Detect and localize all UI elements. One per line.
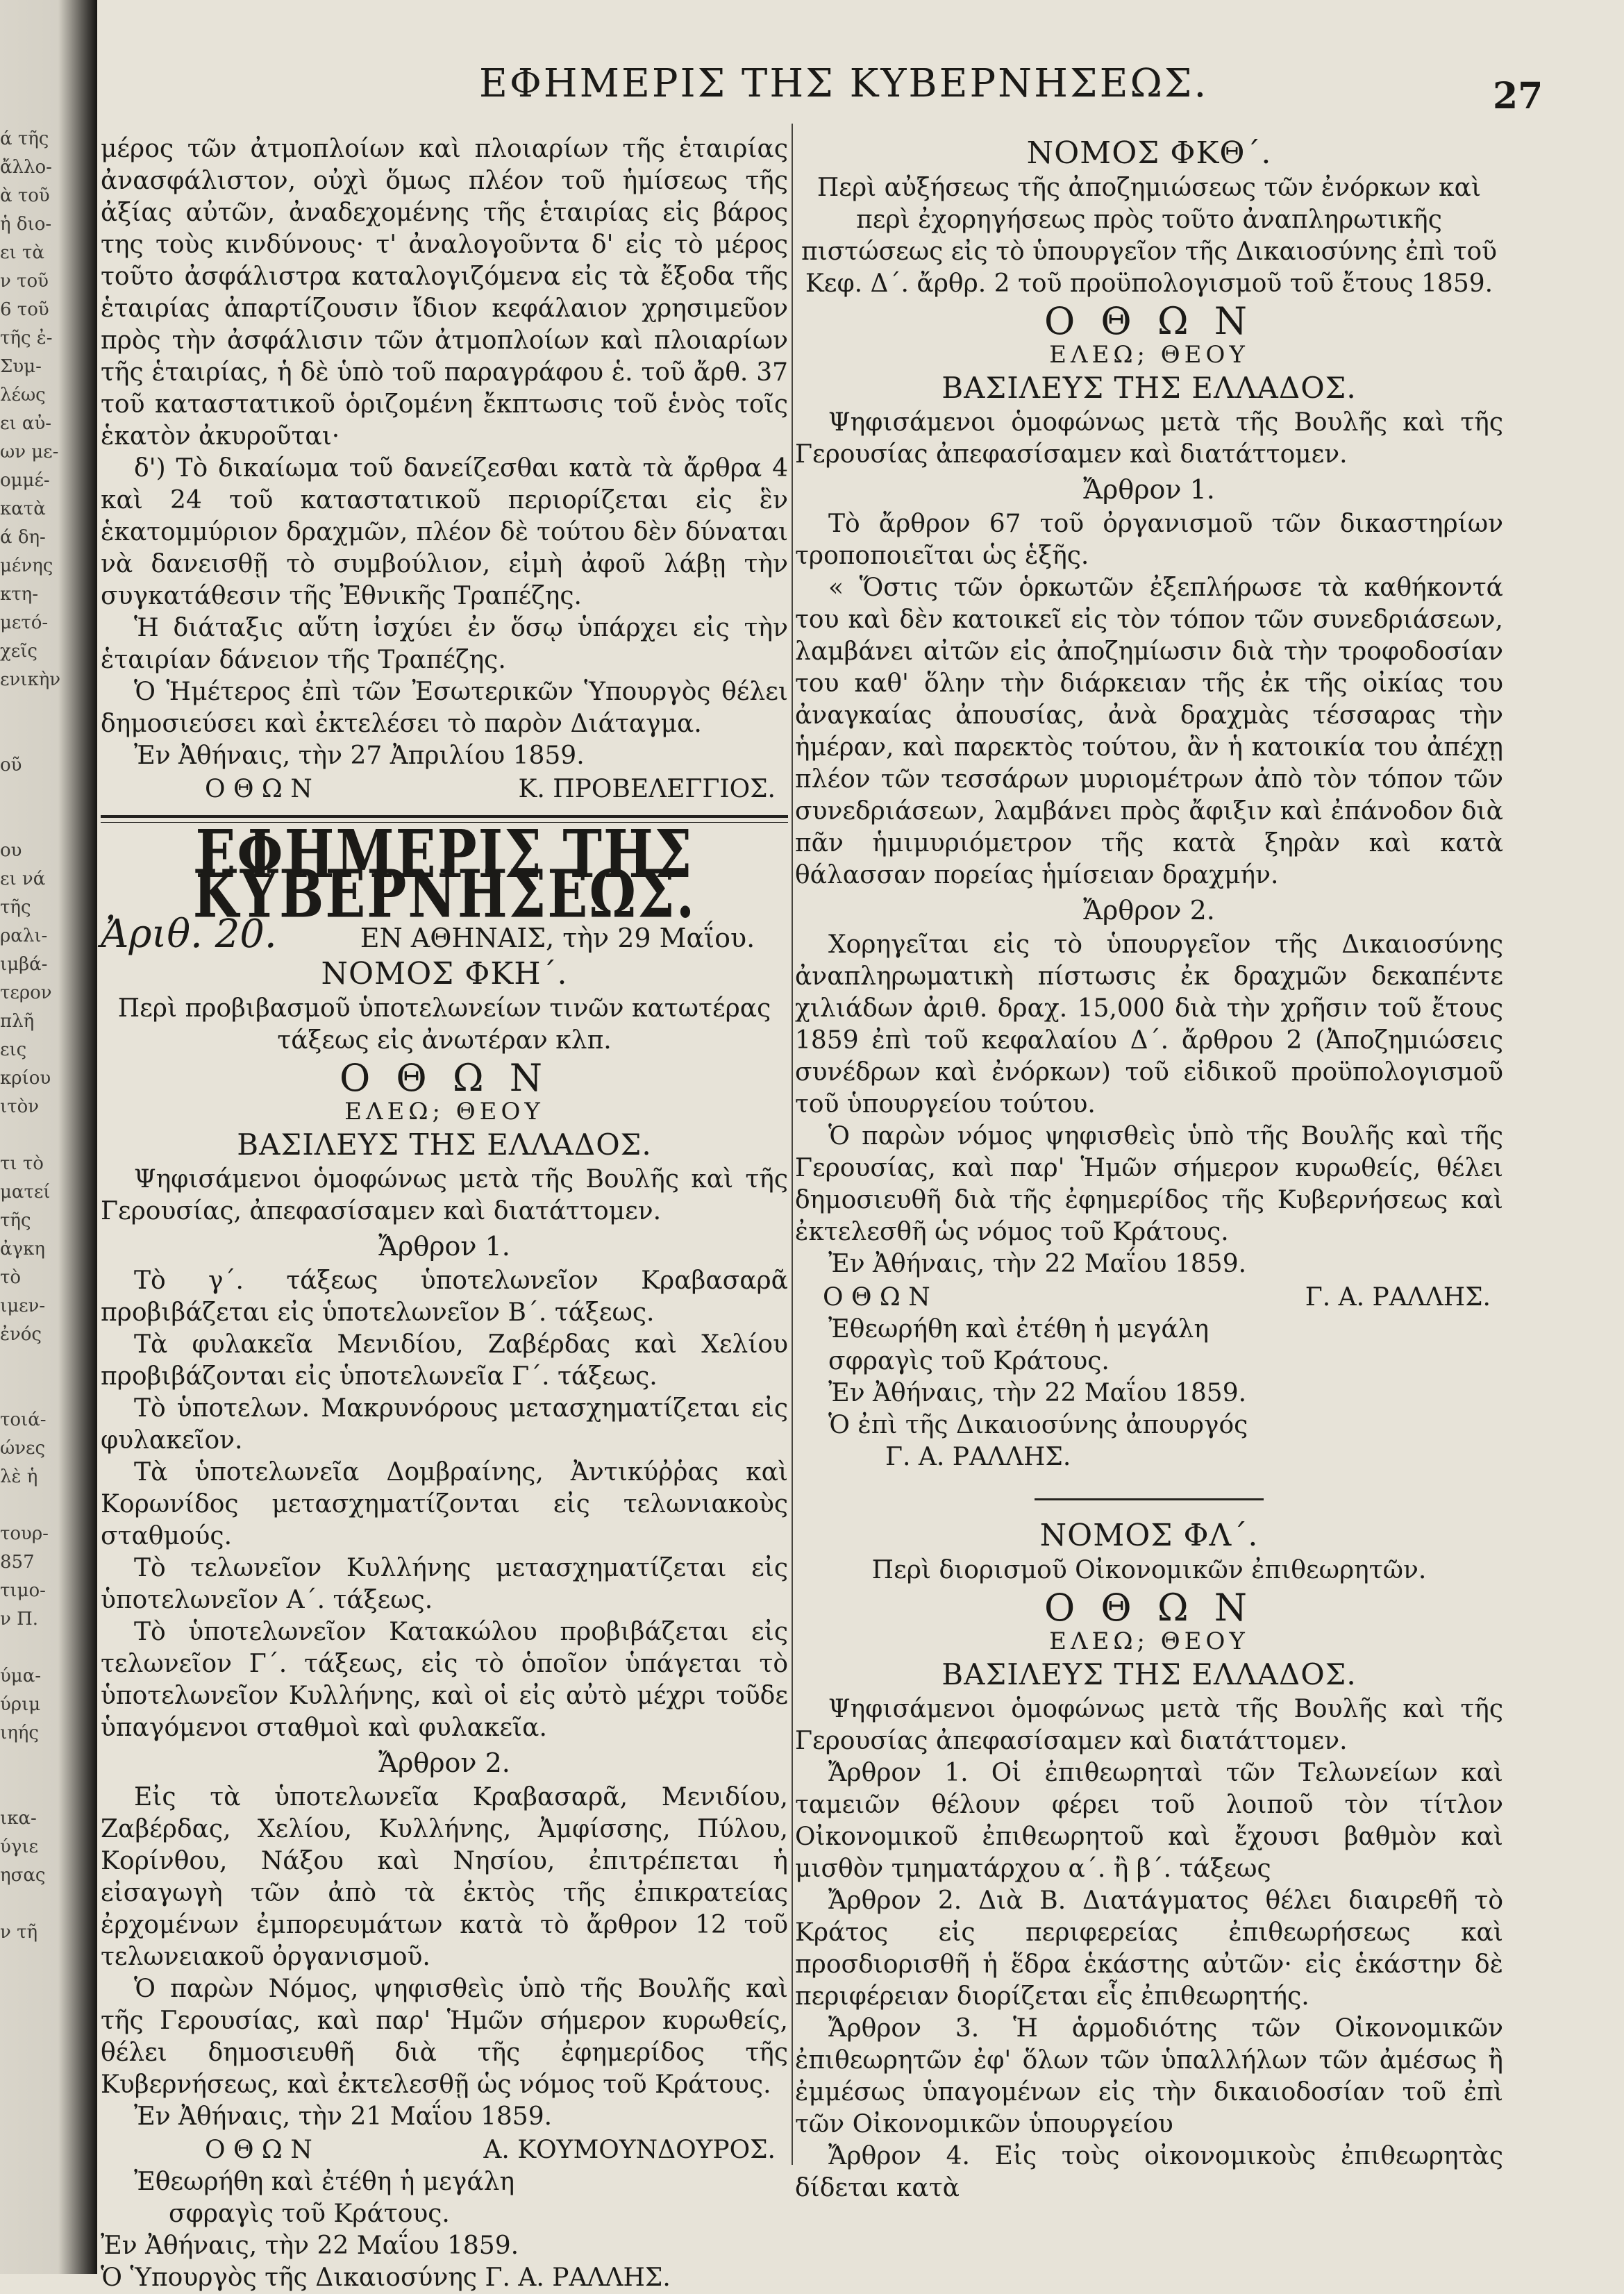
edge-fragment: Συμ- xyxy=(0,356,42,377)
edge-fragment: ώνες xyxy=(0,1438,46,1459)
edge-fragment: ενικὴν xyxy=(0,669,61,690)
page-number: 27 xyxy=(1493,75,1543,117)
edge-fragment xyxy=(0,1634,64,1662)
paragraph: Ὁ παρὼν Νόμος, ψηφισθεὶς ὑπὸ τῆς Βουλῆς καὶ τῆς Γερουσίας, καὶ παρ' Ἡμῶν σήμερον κυρωθείς, θέλει δημοσιευθῆ διὰ τῆς ἐφημερίδος τῆς Κυβερνήσεως, καὶ ἐκτελεσθῇ ὡς νόμος τοῦ Κράτους. xyxy=(101,1975,788,2099)
edge-fragment: τουρ- xyxy=(0,1523,49,1544)
paragraph: Ἄρθρον 2. Διὰ Β. Διατάγματος θέλει διαιρεθῆ τὸ Κράτος εἰς περιφερείας ἐπιθεωρήσεως καὶ προσδιορισθῆ ἡ ἕδρα ἑκάστης αὐτῶν· εἰς ἑκάστην δὲ περιφέρειαν διορίζεται εἷς ἐπιθεωρητής. xyxy=(795,1886,1503,2011)
paragraph: Ἄρθρον 3. Ἡ ἁρμοδιότης τῶν Οἰκονομικῶν ἐπιθεωρητῶν ἐφ' ὅλων τῶν ὑπαλλήλων τῶν ἀμέσως ἢ ἐμμέσως ὑπαγομένων εἰς τὴν δικαιοδοσίαν τοῦ ἐπὶ τῶν Οἰκονομικῶν ὑπουργείου xyxy=(795,2014,1503,2138)
edge-fragment xyxy=(0,1776,64,1805)
edge-fragment: ά δη- xyxy=(0,527,46,548)
article-heading: Ἄρθρον 2. xyxy=(1083,895,1215,926)
seal-minister-role: Ὁ ἐπὶ τῆς Δικαιοσύνης ἀπουργός xyxy=(828,1411,1248,1439)
edge-fragment: ησας xyxy=(0,1865,46,1886)
edge-fragment: ει τὰ xyxy=(0,242,44,263)
edge-fragment: τι τὸ xyxy=(0,1153,44,1174)
edge-fragment: ματεί xyxy=(0,1182,51,1203)
paragraph: Ὁ παρὼν νόμος ψηφισθεὶς ὑπὸ τῆς Βουλῆς καὶ τῆς Γερουσίας, καὶ παρ' Ἡμῶν σήμερον κυρωθείς, θέλει δημοσιευθῆ διὰ τῆς ἐφημερίδος τῆς Κυβερνήσεως καὶ ἐκτελεσθῆ ὡς νόμος τοῦ Κράτους. xyxy=(795,1122,1503,1246)
seal-minister-name: Γ. Α. ΡΑΛΛΗΣ. xyxy=(885,1443,1071,1471)
preamble: Ψηφισάμενοι ὁμοφώνως μετὰ τῆς Βουλῆς καὶ τῆς Γερουσίας, ἀπεφασίσαμεν καὶ διατάττομεν. xyxy=(101,1165,788,1225)
paragraph: Τὸ γ΄. τάξεως ὑποτελωνεῖον Κραβασαρᾶ προβιβάζεται εἰς ὑποτελωνεῖον Β΄. τάξεως. xyxy=(101,1266,788,1327)
edge-fragment: ύγιε xyxy=(0,1836,39,1857)
king-title: ΒΑΣΙΛΕΥΣ ΤΗΣ ΕΛΛΑΔΟΣ. xyxy=(237,1128,652,1162)
paragraph: Ὁ Ἡμέτερος ἐπὶ τῶν Ἐσωτερικῶν Ὑπουργὸς θέλει δημοσιεύσει καὶ ἐκτελέσει τὸ παρὸν Διάταγμα. xyxy=(101,678,788,738)
signature-line xyxy=(101,2134,788,2166)
minister-signature: Κ. ΠΡΟΒΕΛΕΓΓΙΟΣ. xyxy=(518,775,776,803)
edge-fragment xyxy=(0,808,64,837)
edge-fragment: ει νά xyxy=(0,869,46,889)
minister-signature: Γ. Α. ΡΑΛΛΗΣ. xyxy=(1305,1283,1491,1312)
edge-fragment: ομμέ- xyxy=(0,470,50,491)
section-rule xyxy=(1035,1498,1264,1500)
edge-fragment xyxy=(0,723,64,751)
edge-fragment: τοιά- xyxy=(0,1409,47,1430)
paragraph: Τὸ τελωνεῖον Κυλλήνης μετασχηματίζεται εἰς ὑποτελωνεῖον Α΄. τάξεως. xyxy=(101,1554,788,1614)
paragraph: Τὸ ἄρθρον 67 τοῦ ὀργανισμοῦ τῶν δικαστηρίων τροποποιεῖται ὡς ἑξῆς. xyxy=(795,510,1503,570)
king-name: Ο Θ Ω Ν xyxy=(1044,1586,1255,1630)
edge-fragment xyxy=(0,1890,64,1918)
edge-fragment xyxy=(0,1378,64,1406)
paragraph: Ἄρθρον 1. Οἱ ἐπιθεωρηταὶ τῶν Τελωνείων καὶ ταμειῶν θέλουν φέρει τοῦ λοιποῦ τὸν τίτλον Οἰκονομικοῦ ἐπιθεωρητοῦ καὶ ἔχουσι βαθμὸν καὶ μισθὸν τμηματάρχου α΄. ἢ β΄. τάξεως xyxy=(795,1759,1503,1883)
signature-line xyxy=(795,1282,1503,1314)
edge-fragment: τῆς xyxy=(0,897,31,918)
seal-date: Ἐν Ἀθήναις, τὴν 22 Μαΐου 1859. xyxy=(828,1379,1247,1407)
king-signature: Ο Θ Ω Ν xyxy=(823,1283,930,1312)
edge-fragment: ραλι- xyxy=(0,926,48,946)
masthead: ΕΦΗΜΕΡΙΣ ΤΗΣ ΚΥΒΕΡΝΗΣΕΩΣ. xyxy=(192,815,696,932)
preamble: Ψηφισάμενοι ὁμοφώνως μετὰ τῆς Βουλῆς καὶ τῆς Γερουσίας ἀπεφασίσαμεν καὶ διατάττομεν. xyxy=(795,408,1503,469)
edge-fragment: τιμο- xyxy=(0,1580,46,1601)
king-title: ΒΑΣΙΛΕΥΣ ΤΗΣ ΕΛΛΑΔΟΣ. xyxy=(941,371,1357,405)
edge-fragment: μένης xyxy=(0,555,53,576)
edge-fragment xyxy=(0,780,64,808)
decree-date: Ἐν Ἀθήναις, τὴν 27 Ἀπριλίου 1859. xyxy=(134,742,585,770)
edge-fragment: κρίου xyxy=(0,1068,51,1089)
article-heading: Ἄρθρον 2. xyxy=(378,1748,510,1778)
edge-fragment: χεῖς xyxy=(0,641,37,662)
issue-number: Ἀριθ. 20. xyxy=(101,912,277,957)
edge-fragment: ων με- xyxy=(0,442,59,462)
law-subject: Περὶ αὐξήσεως τῆς ἀποζημιώσεως τῶν ἐνόρκων καὶ περὶ ἐχορηγήσεως πρὸς τοῦτο ἀναπληρωτικῆς πιστώσεως εἰς τὸ ὑπουργεῖον τῆς Δικαιοσύνης ἐπὶ τοῦ Κεφ. Δ΄. ἄρθρ. 2 τοῦ προϋπολογισμοῦ τοῦ ἔτους 1859. xyxy=(801,174,1498,298)
king-title: ΒΑΣΙΛΕΥΣ ΤΗΣ ΕΛΛΑΔΟΣ. xyxy=(941,1657,1357,1691)
by-grace-of-god: ΕΛΕΩ; ΘΕΟΥ xyxy=(1049,341,1249,369)
edge-fragment: πλῆ xyxy=(0,1011,35,1032)
edge-fragment: ιηής xyxy=(0,1723,39,1743)
seal-note: Ἐθεωρήθη καὶ ἐτέθη ἡ μεγάλη xyxy=(828,1315,1209,1343)
edge-fragment: ικα- xyxy=(0,1808,37,1829)
minister-signature: Α. ΚΟΥΜΟΥΝΔΟΥΡΟΣ. xyxy=(483,2136,776,2164)
running-head: ΕΦΗΜΕΡΙΣ ΤΗΣ ΚΥΒΕΡΝΗΣΕΩΣ. xyxy=(479,61,1209,106)
signature-line xyxy=(101,773,788,805)
edge-fragment: ει αὐ- xyxy=(0,413,52,434)
paragraph: « Ὅστις τῶν ὁρκωτῶν ἐξεπλήρωσε τὰ καθήκοντά του καὶ δὲν κατοικεῖ εἰς τὸν τόπον τῶν συνεδριάσεων, λαμβάνει αἰτῶν εἰς ἀποζημίωσιν διὰ τὴν τροφοδοσίαν του καθ' ὅλην τὴν διάρκειαν τῆς ἐκ τῆς οἰκίας του ἀναγκαίας ἀπουσίας, ἀνὰ δραχμὰς τέσσαρας τὴν ἡμέραν, καὶ παρεκτὸς τούτου, ἂν ἡ κατοικία του ἀπέχῃ πλέον τῶν τεσσάρων μυριομέτρων ἀπὸ τὸν τόπον τῶν συνεδριάσεων, λαμβάνει πρὸς ἄφιξιν καὶ ἐπάνοδον διὰ πᾶν ἡμιμυριόμετρον τῆς κατὰ ξηρὰν καὶ κατὰ θάλασσαν πορείας ἡμίσειαν δραχμήν. xyxy=(795,574,1503,889)
seal-note: σφραγὶς τοῦ Κράτους. xyxy=(169,2200,450,2228)
edge-fragment: ν τοῦ xyxy=(0,271,49,292)
edge-fragment: κατὰ xyxy=(0,499,46,519)
edge-fragment: ἄλλο- xyxy=(0,157,52,178)
edge-fragment: ν Π. xyxy=(0,1609,39,1630)
paragraph: Χορηγεῖται εἰς τὸ ὑπουργεῖον τῆς Δικαιοσύνης ἀναπληρωματικὴ πίστωσις ἐκ δραχμῶν δεκαπέντε χιλιάδων ἀριθ. δραχ. 15,000 διὰ τὴν χρῆσιν τοῦ ἔτους 1859 ἐπὶ τοῦ κεφαλαίου Δ΄. ἄρθρου 2 (Ἀποζημιώσεις συνέδρων καὶ ἐνόρκων) τοῦ εἰδικοῦ προϋπολογισμοῦ τοῦ ὑπουργείου τούτου. xyxy=(795,930,1503,1119)
preamble: Ψηφισάμενοι ὁμοφώνως μετὰ τῆς Βουλῆς καὶ τῆς Γερουσίας ἀπεφασίσαμεν καὶ διατάττομεν. xyxy=(795,1695,1503,1755)
edge-fragment xyxy=(0,1349,64,1378)
edge-fragment: ιμεν- xyxy=(0,1296,46,1316)
seal-minister: Ὁ Ὑπουργὸς τῆς Δικαιοσύνης Γ. Α. ΡΑΛΛΗΣ. xyxy=(101,2263,671,2292)
edge-fragment: ἡ διο- xyxy=(0,214,52,235)
king-signature: Ο Θ Ω Ν xyxy=(205,2136,312,2164)
edge-fragment: τερον xyxy=(0,982,52,1003)
right-column xyxy=(795,133,1503,2204)
law-title: ΝΟΜΟΣ ΦΚΗ΄. xyxy=(321,956,568,991)
paragraph: Τὰ φυλακεῖα Μενιδίου, Ζαβέρδας καὶ Χελίου προβιβάζονται εἰς ὑποτελωνεῖα Γ΄. τάξεως. xyxy=(101,1330,788,1391)
paragraph: δ') Τὸ δικαίωμα τοῦ δανείζεσθαι κατὰ τὰ ἄρθρα 4 καὶ 24 τοῦ καταστατικοῦ περιορίζεται εἰς ἓν ἑκατομμύριον δραχμῶν, πλέον δὲ τούτου δὲν δύναται νὰ δανεισθῇ τὸ συμβούλιον, εἰμὴ ἀφοῦ λάβῃ τὴν συγκατάθεσιν τῆς Ἐθνικῆς Τραπέζης. xyxy=(101,454,788,610)
seal-date: Ἐν Ἀθήναις, τὴν 22 Μαΐου 1859. xyxy=(101,2232,519,2260)
edge-fragment: λὲ ἡ xyxy=(0,1466,38,1487)
decree-date: Ἐν Ἀθήναις, τὴν 22 Μαΐου 1859. xyxy=(828,1250,1247,1278)
edge-fragment: ύμα- xyxy=(0,1666,42,1686)
edge-fragment: ιτὸν xyxy=(0,1096,40,1117)
previous-page-edge-text xyxy=(0,125,64,1947)
edge-fragment: 857 xyxy=(0,1552,35,1573)
law-title: ΝΟΜΟΣ ΦΚΘ΄. xyxy=(1026,135,1272,171)
edge-fragment: ά τῆς xyxy=(0,128,49,149)
edge-fragment: τὸ xyxy=(0,1267,22,1288)
paragraph: Ἄρθρον 4. Εἰς τοὺς οἰκονομικοὺς ἐπιθεωρητὰς δίδεται κατὰ xyxy=(795,2142,1503,2202)
issue-date: ΕΝ ΑΘΗΝΑΙΣ, τὴν 29 Μαΐου. xyxy=(360,923,755,953)
by-grace-of-god: ΕΛΕΩ; ΘΕΟΥ xyxy=(344,1098,544,1125)
seal-note: σφραγὶς τοῦ Κράτους. xyxy=(828,1347,1110,1375)
edge-fragment: 6 τοῦ xyxy=(0,299,49,320)
edge-fragment: μετό- xyxy=(0,612,49,633)
paragraph: Τὸ ὑποτελων. Μακρυνόρους μετασχηματίζεται εἰς φυλακεῖον. xyxy=(101,1394,788,1455)
law-subject: Περὶ προβιβασμοῦ ὑποτελωνείων τινῶν κατωτέρας τάξεως εἰς ἀνωτέραν κλπ. xyxy=(117,994,771,1055)
edge-fragment: ιμβά- xyxy=(0,954,48,975)
king-name: Ο Θ Ω Ν xyxy=(339,1056,550,1100)
edge-fragment: τῆς xyxy=(0,1210,31,1231)
edge-fragment xyxy=(0,694,64,723)
king-signature: Ο Θ Ω Ν xyxy=(205,775,312,803)
edge-fragment xyxy=(0,1121,64,1150)
paragraph: Τὰ ὑποτελωνεῖα Δομβραίνης, Ἀντικύῤῥας καὶ Κορωνίδος μετασχηματίζονται εἰς τελωνιακοὺς σταθμούς. xyxy=(101,1458,788,1550)
paragraph: Τὸ ὑποτελωνεῖον Κατακώλου προβιβάζεται εἰς τελωνεῖον Γ΄. τάξεως, εἰς τὸ ὁποῖον ὑπάγεται τὸ ὑποτελωνεῖον Κυλλήνης, καὶ οἱ εἰς αὐτὸ μέχρι τοῦδε ὑπαγόμενοι σταθμοὶ καὶ φυλακεῖα. xyxy=(101,1618,788,1742)
edge-fragment: ὰ τοῦ xyxy=(0,185,50,206)
edge-fragment: λέως xyxy=(0,385,46,405)
edge-fragment: ἐνός xyxy=(0,1324,42,1345)
decree-date: Ἐν Ἀθήναις, τὴν 21 Μαΐου 1859. xyxy=(134,2102,553,2131)
edge-fragment: τῆς ἐ- xyxy=(0,328,53,349)
by-grace-of-god: ΕΛΕΩ; ΘΕΟΥ xyxy=(1049,1627,1249,1655)
law-title: ΝΟΜΟΣ ΦΛ΄. xyxy=(1039,1518,1259,1553)
king-name: Ο Θ Ω Ν xyxy=(1044,299,1255,343)
edge-fragment: ν τῆ xyxy=(0,1922,38,1943)
edge-fragment: ἀγκη xyxy=(0,1239,45,1259)
paragraph: Εἰς τὰ ὑποτελωνεῖα Κραβασαρᾶ, Μενιδίου, Ζαβέρδας, Χελίου, Κυλλήνης, Ἀμφίσσης, Πύλου, Κορίνθου, Νάξου καὶ Νησίου, ἐπιτρέπεται ἡ εἰσαγωγὴ τῶν ἀπὸ τὰ ἐκτὸς τῆς ἐπικρατείας ἐρχομένων ἐμπορευμάτων κατὰ τὸ ἄρθρον 12 τοῦ τελωνειακοῦ ὀργανισμοῦ. xyxy=(101,1783,788,1971)
left-column xyxy=(101,133,788,2294)
paragraph: μέρος τῶν ἀτμοπλοίων καὶ πλοιαρίων τῆς ἑταιρίας ἀνασφάλιστον, οὐχὶ ὅμως πλέον τοῦ ἡμίσεως τῆς ἀξίας αὐτῶν, ἀναδεχομένης τῆς ἑταιρίας εἰς βάρος της τοὺς κινδύνους· τ' ἀναλογοῦντα δ' εἰς τὸ μέρος τοῦτο ἀσφάλιστρα καταλογιζόμενα εἰς τὰ ἔξοδα τῆς ἑταιρίας ἀπαρτίζουσιν ἴδιον κεφάλαιον χρησιμεῦον πρὸς τὴν ἀσφάλισιν τῶν ἀτμοπλοίων καὶ πλοιαρίων τῆς ἑταιρίας, ἡ δὲ ὑπὸ τοῦ παραγράφου ἑ. τοῦ ἄρθ. 37 τοῦ καταστατικοῦ ὁριζομένη ἔκπτωσις τοῦ ἑνὸς τοῖς ἑκατὸν ἀκυροῦται· xyxy=(101,135,788,451)
paragraph: Ἡ διάταξις αὕτη ἰσχύει ἐν ὅσῳ ὑπάρχει εἰς τὴν ἑταιρίαν δάνειον τῆς Τραπέζης. xyxy=(101,614,788,674)
edge-fragment: ου xyxy=(0,840,22,861)
edge-fragment xyxy=(0,1748,64,1776)
edge-fragment: ύριμ xyxy=(0,1694,41,1715)
article-heading: Ἄρθρον 1. xyxy=(1083,474,1215,505)
edge-fragment: κτη- xyxy=(0,584,38,605)
edge-fragment xyxy=(0,1491,64,1520)
column-divider xyxy=(792,124,793,2165)
edge-fragment: εις xyxy=(0,1039,27,1060)
article-heading: Ἄρθρον 1. xyxy=(378,1231,510,1262)
seal-note: Ἐθεωρήθη καὶ ἐτέθη ἡ μεγάλη xyxy=(134,2168,515,2196)
edge-fragment: οῦ xyxy=(0,755,22,776)
law-subject: Περὶ διορισμοῦ Οἰκονομικῶν ἐπιθεωρητῶν. xyxy=(871,1556,1427,1584)
